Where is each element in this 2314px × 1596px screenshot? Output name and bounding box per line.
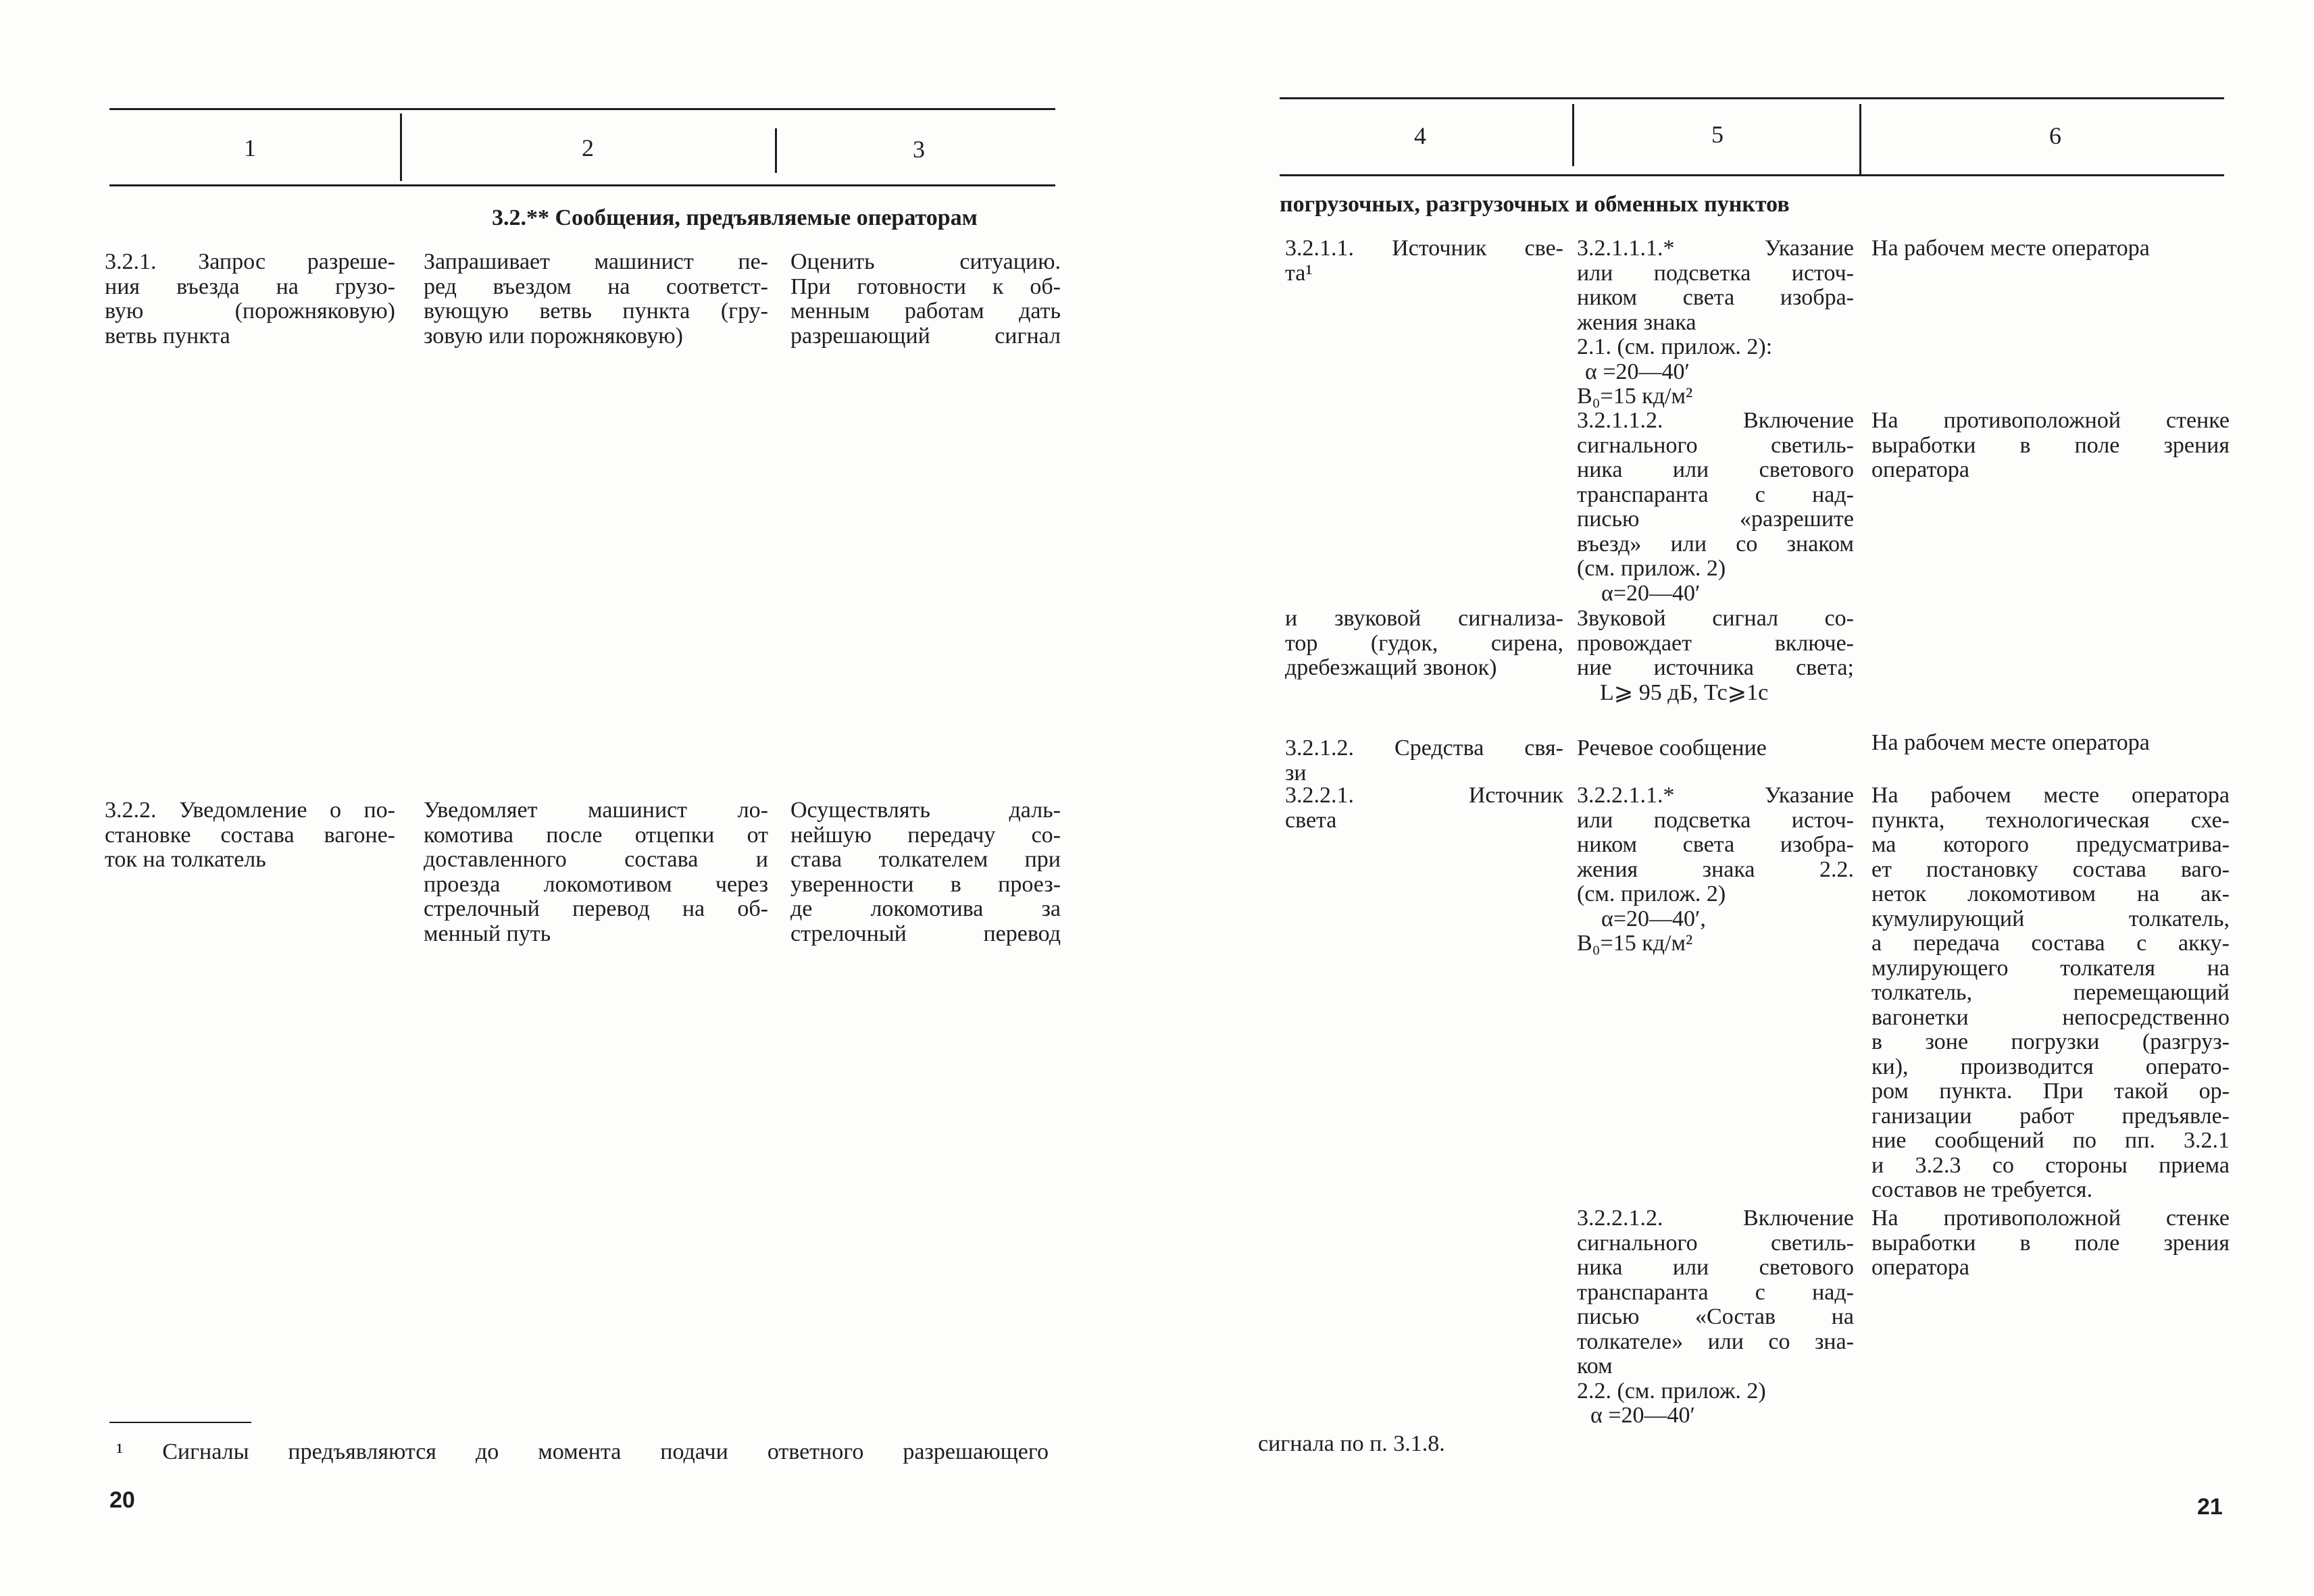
item-3-2-1-1-2: 3.2.1.1.2. Включение сигнального светиль- ника или светового транспаранта с над- писью «разрешите въезд» или со знаком (см. прилож. 2) α=20—40′ xyxy=(1577,408,1854,606)
column-divider xyxy=(400,113,402,181)
column-header-2: 2 xyxy=(582,134,594,161)
sound-signal-description: Звуковой сигнал со- провождает включе- ние источника света; L⩾ 95 дБ, Тс⩾1с xyxy=(1577,606,1854,705)
page-number: 20 xyxy=(109,1487,135,1513)
footnote-continuation: сигнала по п. 3.1.8. xyxy=(1258,1431,1445,1456)
item-3-2-2-1: 3.2.2.1. Источник света xyxy=(1285,783,1563,833)
location-5: На противоположной стенке выработки в поле зрения оператора xyxy=(1871,1206,2230,1280)
location-1: На рабочем месте оператора xyxy=(1871,236,2150,261)
column-divider xyxy=(775,128,777,173)
column-header-1: 1 xyxy=(244,134,256,161)
location-2: На противоположной стенке выработки в поле зрения оператора xyxy=(1871,408,2230,482)
speech-message: Речевое сообщение xyxy=(1577,736,1767,761)
section-heading-continued: погрузочных, разгрузочных и обменных пунктов xyxy=(1280,192,1790,217)
location-3: На рабочем месте оператора xyxy=(1871,730,2150,755)
column-header-3: 3 xyxy=(913,136,925,163)
row-3-2-2-notification: 3.2.2. Уведомление о по- становке состава вагоне- ток на толкатель xyxy=(105,798,395,872)
item-3-2-2-1-1: 3.2.2.1.1.* Указание или подсветка источ- ником света изобра- жения знака 2.2. (см. прилож. 2) α=20—40′, B₀=15 кд/м² xyxy=(1577,783,1854,956)
footnote-rule xyxy=(109,1422,251,1423)
column-divider xyxy=(1572,104,1574,166)
column-header-5: 5 xyxy=(1711,121,1724,148)
row-3-2-2-initiator: Уведомляет машинист ло- комотива после отцепки от доставленного состава и проезда локомотивом через стрелочный перевод на об- менный путь xyxy=(424,798,768,946)
footnote: ¹ Сигналы предъявляются до момента подачи ответного разрешающего xyxy=(116,1439,1049,1464)
right-page xyxy=(1157,0,2314,1596)
row-3-2-2-action: Осуществлять даль- нейшую передачу со- става толкателем при уверенности в проез- де локомотива за стрелочный перевод xyxy=(790,798,1061,946)
sound-signal-source: и звуковой сигнализа- тор (гудок, сирена, дребезжащий звонок) xyxy=(1285,606,1563,680)
column-header-4: 4 xyxy=(1414,122,1426,149)
item-3-2-1-2: 3.2.1.2. Средства свя- зи xyxy=(1285,736,1563,786)
table-header-rule xyxy=(1280,174,2224,176)
table-header-rule xyxy=(109,184,1055,186)
column-header-6: 6 xyxy=(2049,122,2061,149)
row-3-2-1-initiator: Запрашивает машинист пе- ред въездом на соответст- вующую ветвь пункта (гру- зовую или порожняковую) xyxy=(424,249,768,349)
row-3-2-1-action: Оценить ситуацию. При готовности к об- менным работам дать разрешающий сигнал xyxy=(790,249,1061,349)
item-3-2-1-1: 3.2.1.1. Источник све- та¹ xyxy=(1285,236,1563,286)
table-top-rule xyxy=(1280,97,2224,99)
item-3-2-1-1-1: 3.2.1.1.1.* Указание или подсветка источ- ником света изобра- жения знака 2.1. (см. прилож. 2): α =20—40′ B₀=15 кд/м² xyxy=(1577,236,1854,409)
table-top-rule xyxy=(109,108,1055,110)
page-number: 21 xyxy=(2197,1494,2223,1520)
item-3-2-2-1-2: 3.2.2.1.2. Включение сигнального светиль- ника или светового транспаранта с над- писью «Состав на толкателе» или со зна- ком 2.2. (см. прилож. 2) α =20—40′ xyxy=(1577,1206,1854,1428)
section-heading: 3.2.** Сообщения, предъявляемые операторам xyxy=(492,205,978,230)
location-4-note: На рабочем месте оператора пункта, технологическая схе- ма которого предусматрива- ет постановку состава ваго- неток локомотивом на ак- кумулирующий толкатель, а передача состава с акку- мулирующего толкателя на толкатель, перемещающий вагонетки непосредственно в зоне погрузки (разгруз- ки), производится операто- ром пункта. При такой ор- ганизации работ предъявле- ние сообщений по пп. 3.2.1 и 3.2.3 со стороны приема составов не требуется. xyxy=(1871,783,2230,1202)
row-3-2-1-request: 3.2.1. Запрос разреше- ния въезда на грузо- вую (порожняковую) ветвь пункта xyxy=(105,249,395,349)
column-divider xyxy=(1859,104,1861,176)
